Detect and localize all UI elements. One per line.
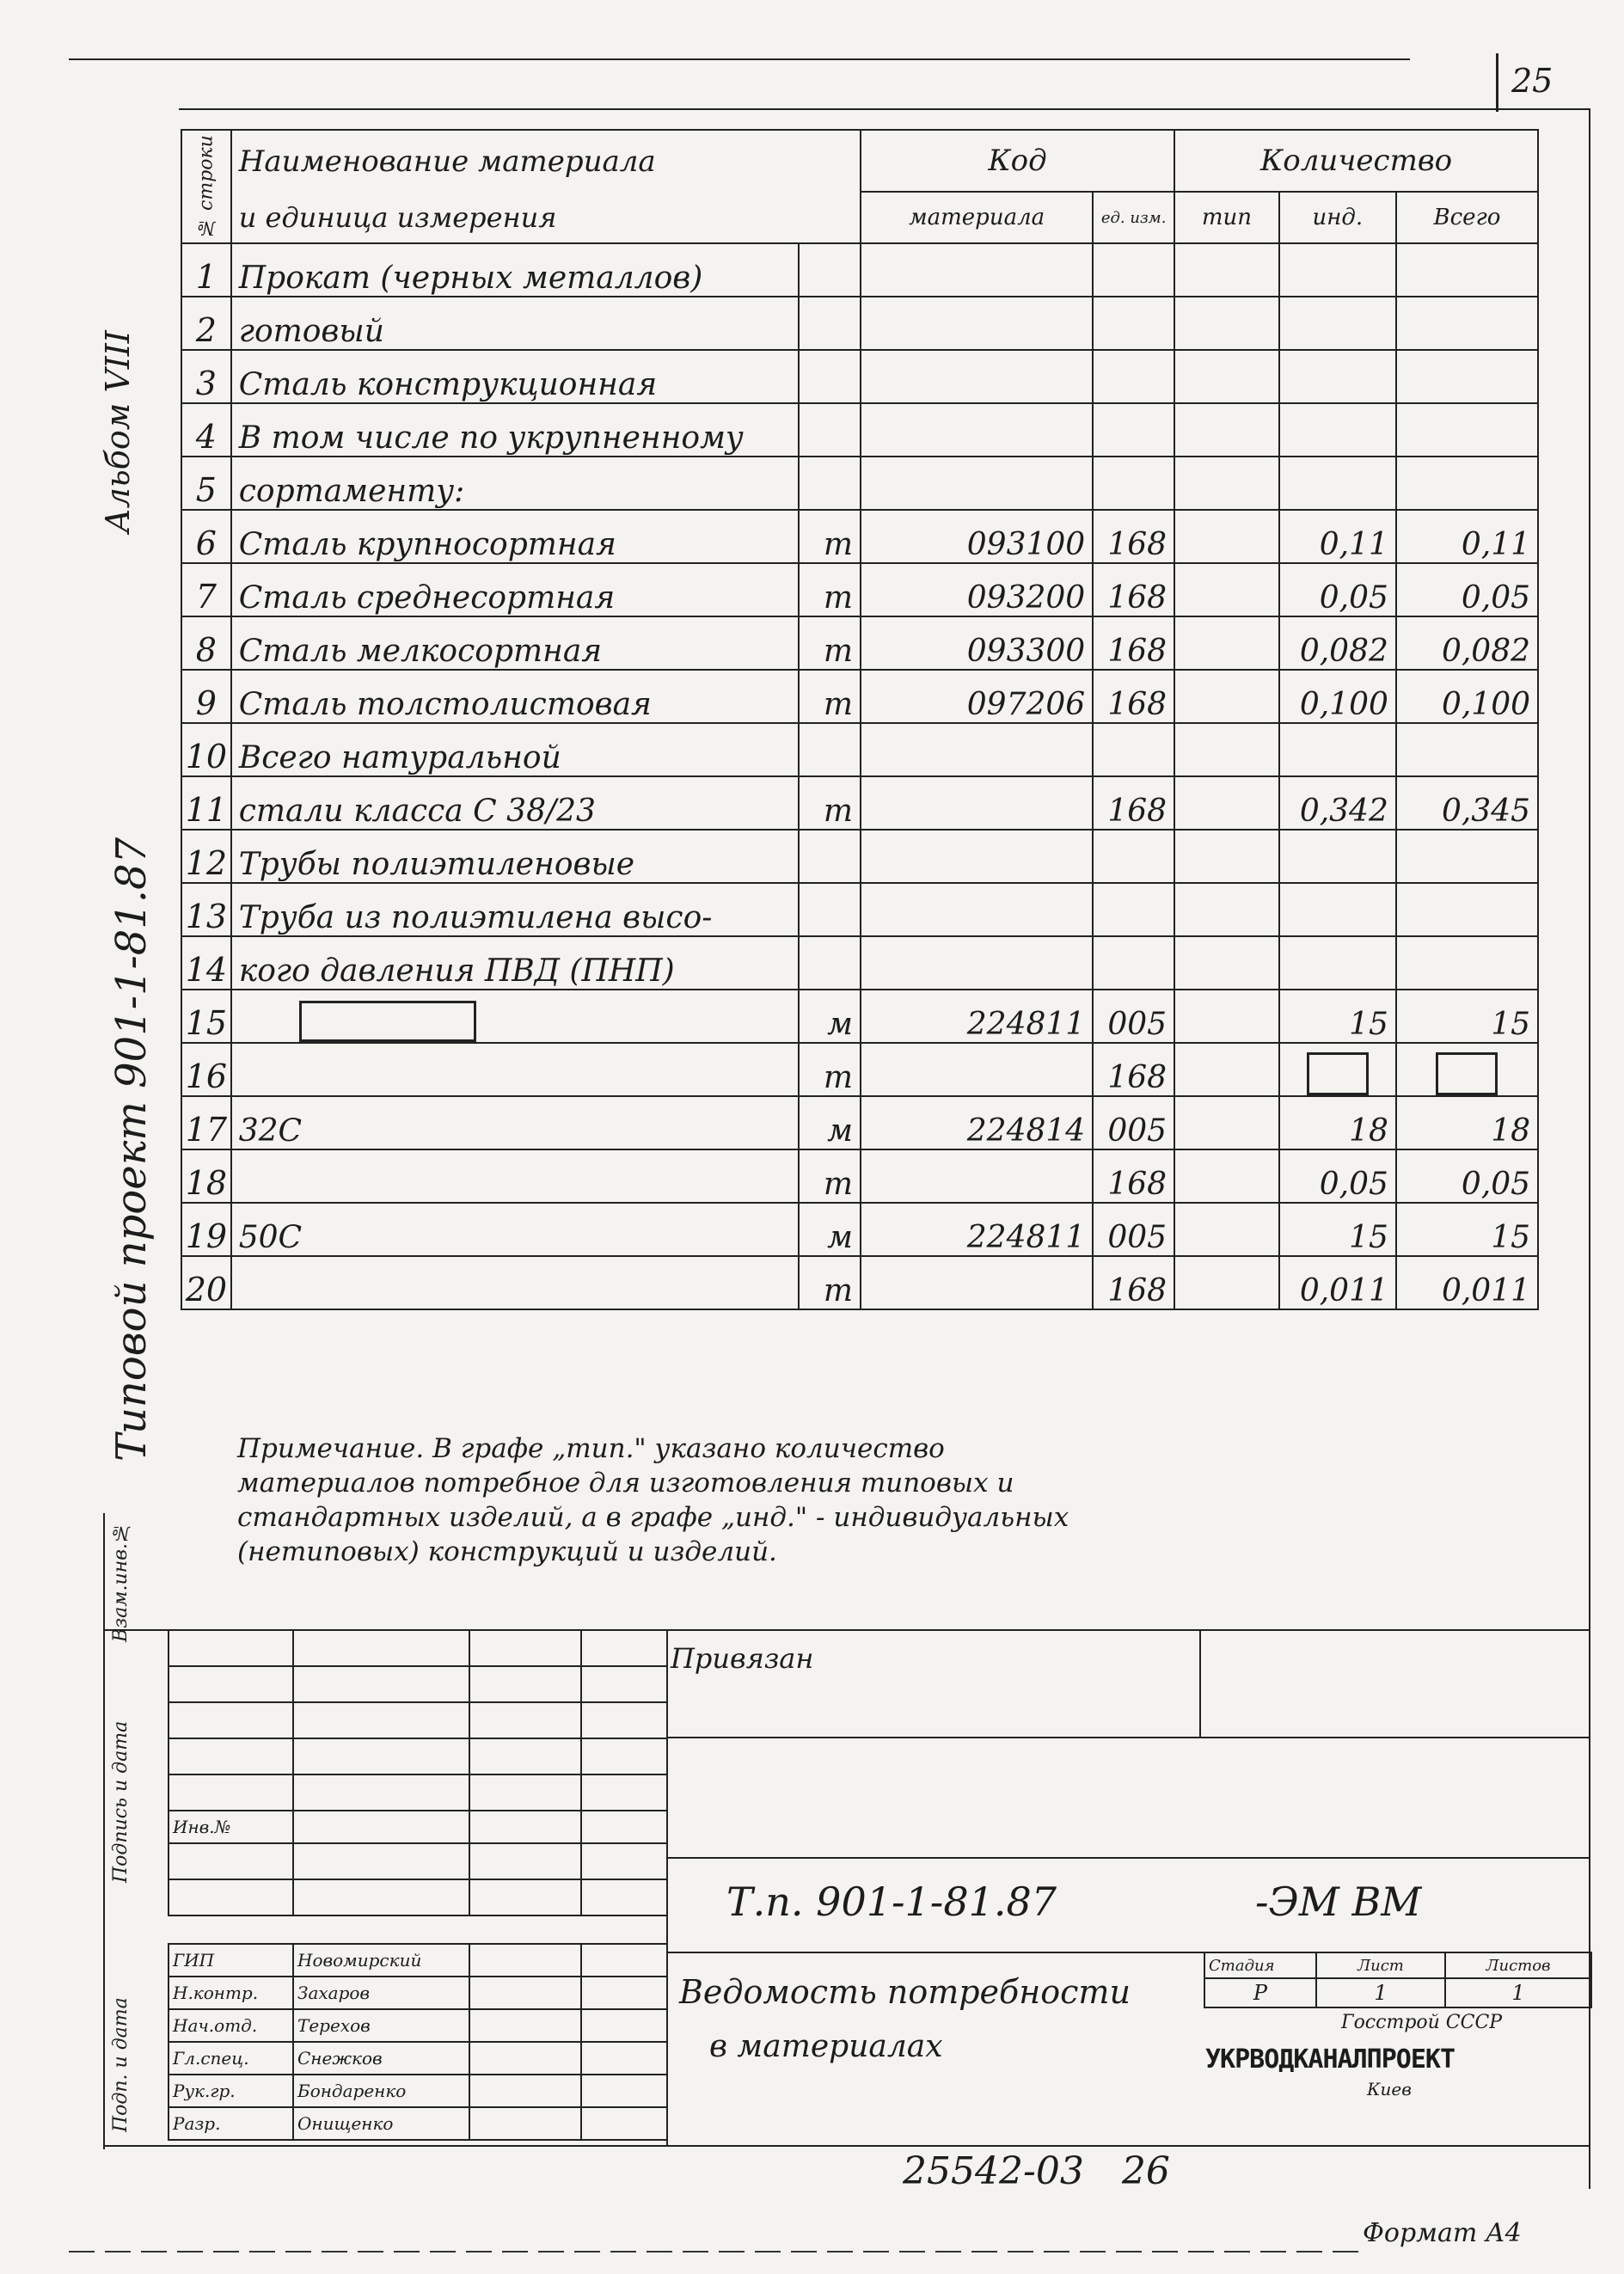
signature-grid: [168, 1943, 668, 2141]
row-number: 18: [181, 1149, 231, 1203]
table-row: [181, 1096, 1538, 1149]
note-line: материалов потребное для изготовления типовых и: [237, 1468, 1014, 1499]
header-name-line2: и единица измерения: [231, 192, 861, 243]
material-name: Трубы полиэтиленовые: [231, 830, 799, 883]
unit-code: 168: [1093, 1149, 1174, 1203]
stamp-label: Подп. и дата: [110, 1997, 132, 2132]
page-number-box: [1496, 53, 1498, 112]
unit-code: 168: [1093, 1043, 1174, 1096]
material-code: [861, 243, 1093, 297]
unit-code: [1093, 457, 1174, 510]
header-code-material: материала: [861, 192, 1093, 243]
row-number: 7: [181, 563, 231, 616]
document-title-line1: Ведомость потребности: [679, 1973, 1131, 2011]
unit: т: [799, 776, 861, 830]
qty-ind: 0,082: [1279, 616, 1396, 670]
qty-type: [1174, 830, 1279, 883]
signature-row: [169, 2042, 667, 2075]
qty-type: [1174, 1149, 1279, 1203]
material-name: кого давления ПВД (ПНП): [231, 936, 799, 990]
qty-type: [1174, 457, 1279, 510]
document-title-line2: в материалах: [709, 2029, 943, 2064]
table-row: [181, 297, 1538, 350]
signature-row: [169, 1977, 667, 2009]
unit-code: 168: [1093, 616, 1174, 670]
material-name: [231, 1149, 799, 1203]
qty-type: [1174, 1096, 1279, 1149]
material-code: 224811: [861, 1203, 1093, 1256]
unit-code: [1093, 243, 1174, 297]
qty-ind: [1279, 297, 1396, 350]
table-row: [181, 883, 1538, 936]
qty-type: [1174, 403, 1279, 457]
material-code: [861, 350, 1093, 403]
table-row: [181, 243, 1538, 297]
unit: [799, 403, 861, 457]
table-row: [181, 1256, 1538, 1309]
table-row: [181, 1149, 1538, 1203]
material-name: 32С: [231, 1096, 799, 1149]
blank-box: [299, 1001, 476, 1042]
doc-mark: -ЭМ ВМ: [1255, 1879, 1422, 1925]
qty-ind: 0,342: [1279, 776, 1396, 830]
qty-type: [1174, 670, 1279, 723]
unit: т: [799, 510, 861, 563]
signature-person: Терехов: [293, 2009, 469, 2042]
qty-type: [1174, 723, 1279, 776]
unit-code: [1093, 403, 1174, 457]
material-code: 224814: [861, 1096, 1093, 1149]
privyazan-label: Привязан: [671, 1642, 814, 1675]
inv-label: Инв.№: [169, 1811, 293, 1843]
signature-person: Снежков: [293, 2042, 469, 2075]
table-row: [181, 510, 1538, 563]
archive-number-value: 25542-03: [903, 2149, 1084, 2193]
unit: [799, 297, 861, 350]
signature-mark: [469, 2009, 581, 2042]
material-code: [861, 830, 1093, 883]
frame-right: [1589, 108, 1590, 2189]
title-block-mid: [666, 1737, 1590, 1738]
header-qty-ind: инд.: [1279, 192, 1396, 243]
sheet-label: Лист: [1316, 1952, 1445, 1978]
header-row-no: № строки: [181, 130, 231, 243]
qty-total: 0,100: [1396, 670, 1538, 723]
signature-mark: [469, 2075, 581, 2107]
qty-ind: [1279, 723, 1396, 776]
material-code: [861, 1149, 1093, 1203]
qty-total: [1396, 350, 1538, 403]
format-label: Формат А4: [1363, 2218, 1522, 2248]
archive-number: [903, 2149, 1170, 2193]
row-number: 2: [181, 297, 231, 350]
sheets-label: Листов: [1445, 1952, 1591, 1978]
row-number: 5: [181, 457, 231, 510]
qty-total: [1396, 723, 1538, 776]
row-number: 4: [181, 403, 231, 457]
qty-total: 15: [1396, 1203, 1538, 1256]
material-code: 097206: [861, 670, 1093, 723]
qty-total: [1396, 457, 1538, 510]
table-row: [181, 563, 1538, 616]
unit-code: 005: [1093, 990, 1174, 1043]
signature-row: [169, 2009, 667, 2042]
qty-type: [1174, 1043, 1279, 1096]
materials-table: [181, 129, 1539, 1310]
qty-ind: [1279, 350, 1396, 403]
material-name: 50С: [231, 1203, 799, 1256]
unit-code: 168: [1093, 776, 1174, 830]
qty-total: 0,11: [1396, 510, 1538, 563]
qty-total: [1396, 883, 1538, 936]
table-row: [181, 457, 1538, 510]
org-name: УКРВОДКАНАЛПРОЕКТ: [1205, 2044, 1455, 2075]
header-code: Код: [861, 130, 1174, 192]
unit-code: [1093, 297, 1174, 350]
table-row: [181, 670, 1538, 723]
signature-row: [169, 2107, 667, 2140]
material-name: Всего натуральной: [231, 723, 799, 776]
top-rule: [69, 58, 1410, 60]
header-code-unit: ед. изм.: [1093, 192, 1174, 243]
qty-type: [1174, 616, 1279, 670]
qty-type: [1174, 883, 1279, 936]
unit: т: [799, 563, 861, 616]
header-qty-type: тип: [1174, 192, 1279, 243]
material-code: [861, 723, 1093, 776]
signature-role: Разр.: [169, 2107, 293, 2140]
table-row: [181, 403, 1538, 457]
signature-mark: [469, 1944, 581, 1977]
unit: [799, 883, 861, 936]
qty-total: 0,082: [1396, 616, 1538, 670]
signature-mark: [469, 2107, 581, 2140]
qty-ind: [1279, 830, 1396, 883]
material-code: [861, 776, 1093, 830]
row-number: 20: [181, 1256, 231, 1309]
table-row: [181, 990, 1538, 1043]
unit-code: [1093, 883, 1174, 936]
material-code: 093200: [861, 563, 1093, 616]
material-name: сортаменту:: [231, 457, 799, 510]
unit: [799, 830, 861, 883]
qty-type: [1174, 510, 1279, 563]
archive-page: 26: [1121, 2149, 1170, 2193]
material-name: Сталь конструкционная: [231, 350, 799, 403]
row-number: 14: [181, 936, 231, 990]
qty-total: 18: [1396, 1096, 1538, 1149]
qty-type: [1174, 563, 1279, 616]
signature-person: Онищенко: [293, 2107, 469, 2140]
stage-block: [1204, 1952, 1592, 2008]
qty-type: [1174, 990, 1279, 1043]
unit: т: [799, 1043, 861, 1096]
unit: [799, 457, 861, 510]
signature-row: [169, 1944, 667, 1977]
title-block-bottom: [103, 2145, 1590, 2147]
material-code: [861, 1043, 1093, 1096]
signature-person: Бондаренко: [293, 2075, 469, 2107]
qty-ind: 0,11: [1279, 510, 1396, 563]
doc-code: Т.п. 901-1-81.87: [726, 1879, 1057, 1925]
qty-total: 0,05: [1396, 563, 1538, 616]
qty-type: [1174, 1256, 1279, 1309]
table-row: [181, 830, 1538, 883]
material-code: [861, 457, 1093, 510]
row-number: 9: [181, 670, 231, 723]
unit: т: [799, 616, 861, 670]
table-row: [181, 1203, 1538, 1256]
signature-row: [169, 2075, 667, 2107]
row-number: 16: [181, 1043, 231, 1096]
material-code: [861, 403, 1093, 457]
material-name: стали класса С 38/23: [231, 776, 799, 830]
qty-ind: 0,011: [1279, 1256, 1396, 1309]
qty-total: [1396, 1043, 1538, 1096]
frame-top: [179, 108, 1589, 110]
material-name: [231, 990, 799, 1043]
row-number: 17: [181, 1096, 231, 1149]
qty-ind: [1279, 403, 1396, 457]
note-line: (нетиповых) конструкций и изделий.: [237, 1536, 777, 1567]
unit: м: [799, 1096, 861, 1149]
row-number: 19: [181, 1203, 231, 1256]
signature-person: Новомирский: [293, 1944, 469, 1977]
stage-value: Р: [1204, 1978, 1316, 2007]
material-code: 093100: [861, 510, 1093, 563]
qty-ind: 0,05: [1279, 1149, 1396, 1203]
material-code: [861, 883, 1093, 936]
title-block-vert: [666, 1629, 668, 2145]
qty-ind: [1279, 243, 1396, 297]
signature-role: Нач.отд.: [169, 2009, 293, 2042]
table-row: [181, 616, 1538, 670]
material-name: готовый: [231, 297, 799, 350]
signature-role: Гл.спец.: [169, 2042, 293, 2075]
material-name: Сталь крупносортная: [231, 510, 799, 563]
unit-code: 168: [1093, 1256, 1174, 1309]
qty-ind: 0,100: [1279, 670, 1396, 723]
header-qty-total: Всего: [1396, 192, 1538, 243]
signature-role: ГИП: [169, 1944, 293, 1977]
row-number: 13: [181, 883, 231, 936]
sheets-value: 1: [1445, 1978, 1591, 2007]
unit-code: 168: [1093, 563, 1174, 616]
header-name: Наименование материала: [231, 130, 861, 192]
qty-ind: 18: [1279, 1096, 1396, 1149]
qty-total: 0,011: [1396, 1256, 1538, 1309]
qty-ind: 15: [1279, 990, 1396, 1043]
qty-total: 0,05: [1396, 1149, 1538, 1203]
qty-type: [1174, 243, 1279, 297]
qty-ind: 15: [1279, 1203, 1396, 1256]
material-code: [861, 1256, 1093, 1309]
table-row: [181, 350, 1538, 403]
qty-ind: [1279, 936, 1396, 990]
qty-type: [1174, 1203, 1279, 1256]
qty-type: [1174, 297, 1279, 350]
unit-code: 005: [1093, 1096, 1174, 1149]
qty-ind: [1279, 883, 1396, 936]
material-name: Труба из полиэтилена высо-: [231, 883, 799, 936]
unit: [799, 243, 861, 297]
blank-box: [1436, 1052, 1498, 1095]
signature-mark: [469, 2042, 581, 2075]
unit: м: [799, 990, 861, 1043]
material-name: Сталь толстолистовая: [231, 670, 799, 723]
row-number: 12: [181, 830, 231, 883]
material-name: В том числе по укрупненному: [231, 403, 799, 457]
org-city: Киев: [1367, 2079, 1412, 2099]
unit: т: [799, 1149, 861, 1203]
row-number: 1: [181, 243, 231, 297]
qty-total: [1396, 936, 1538, 990]
unit-code: [1093, 350, 1174, 403]
unit: [799, 936, 861, 990]
bottom-dashed-rule: [69, 2251, 1358, 2253]
table-row: [181, 776, 1538, 830]
stage-label: Стадия: [1204, 1952, 1316, 1978]
qty-ind: [1279, 1043, 1396, 1096]
header-quantity: Количество: [1174, 130, 1538, 192]
note-line: Примечание. В графе „тип." указано количество: [237, 1433, 945, 1464]
org-gosstroy: Госстрой СССР: [1341, 2012, 1503, 2033]
row-number: 11: [181, 776, 231, 830]
unit-code: 005: [1093, 1203, 1174, 1256]
project-label: Типовой проект 901-1-81.87: [107, 837, 156, 1462]
material-code: [861, 297, 1093, 350]
material-name: [231, 1256, 799, 1309]
unit-code: [1093, 830, 1174, 883]
qty-type: [1174, 350, 1279, 403]
unit-code: 168: [1093, 510, 1174, 563]
qty-type: [1174, 936, 1279, 990]
blank-box: [1307, 1052, 1369, 1095]
table-row: [181, 1043, 1538, 1096]
unit: [799, 723, 861, 776]
unit-code: 168: [1093, 670, 1174, 723]
material-name: Сталь мелкосортная: [231, 616, 799, 670]
material-name: Прокат (черных металлов): [231, 243, 799, 297]
row-number: 3: [181, 350, 231, 403]
row-number: 15: [181, 990, 231, 1043]
material-name: Сталь среднесортная: [231, 563, 799, 616]
note: [237, 1431, 1527, 1569]
unit: [799, 350, 861, 403]
privyazan-divider: [1199, 1629, 1201, 1737]
material-code: 224811: [861, 990, 1093, 1043]
row-number: 10: [181, 723, 231, 776]
qty-type: [1174, 776, 1279, 830]
signature-role: Рук.гр.: [169, 2075, 293, 2107]
sheet-value: 1: [1316, 1978, 1445, 2007]
unit-code: [1093, 723, 1174, 776]
material-code: [861, 936, 1093, 990]
page-number: 25: [1511, 62, 1554, 100]
signature-person: Захаров: [293, 1977, 469, 2009]
qty-total: 0,345: [1396, 776, 1538, 830]
signature-mark: [469, 1977, 581, 2009]
qty-total: [1396, 243, 1538, 297]
album-label: Альбом VIII: [99, 330, 137, 533]
material-name: [231, 1043, 799, 1096]
unit-code: [1093, 936, 1174, 990]
table-row: [181, 723, 1538, 776]
stamp-label: Взам.инв.№: [110, 1522, 132, 1642]
row-number: 6: [181, 510, 231, 563]
row-number: 8: [181, 616, 231, 670]
material-code: 093300: [861, 616, 1093, 670]
title-block-left: [103, 1513, 105, 2149]
unit: м: [799, 1203, 861, 1256]
unit: т: [799, 1256, 861, 1309]
qty-ind: 0,05: [1279, 563, 1396, 616]
qty-total: [1396, 297, 1538, 350]
signature-role: Н.контр.: [169, 1977, 293, 2009]
qty-ind: [1279, 457, 1396, 510]
qty-total: [1396, 403, 1538, 457]
qty-total: [1396, 830, 1538, 883]
table-row: [181, 936, 1538, 990]
qty-total: 15: [1396, 990, 1538, 1043]
revision-grid: [168, 1629, 668, 1916]
title-block-mid2: [666, 1857, 1590, 1859]
unit: т: [799, 670, 861, 723]
note-line: стандартных изделий, а в графе „инд." - индивидуальных: [237, 1502, 1069, 1533]
stamp-label: Подпись и дата: [110, 1720, 132, 1883]
